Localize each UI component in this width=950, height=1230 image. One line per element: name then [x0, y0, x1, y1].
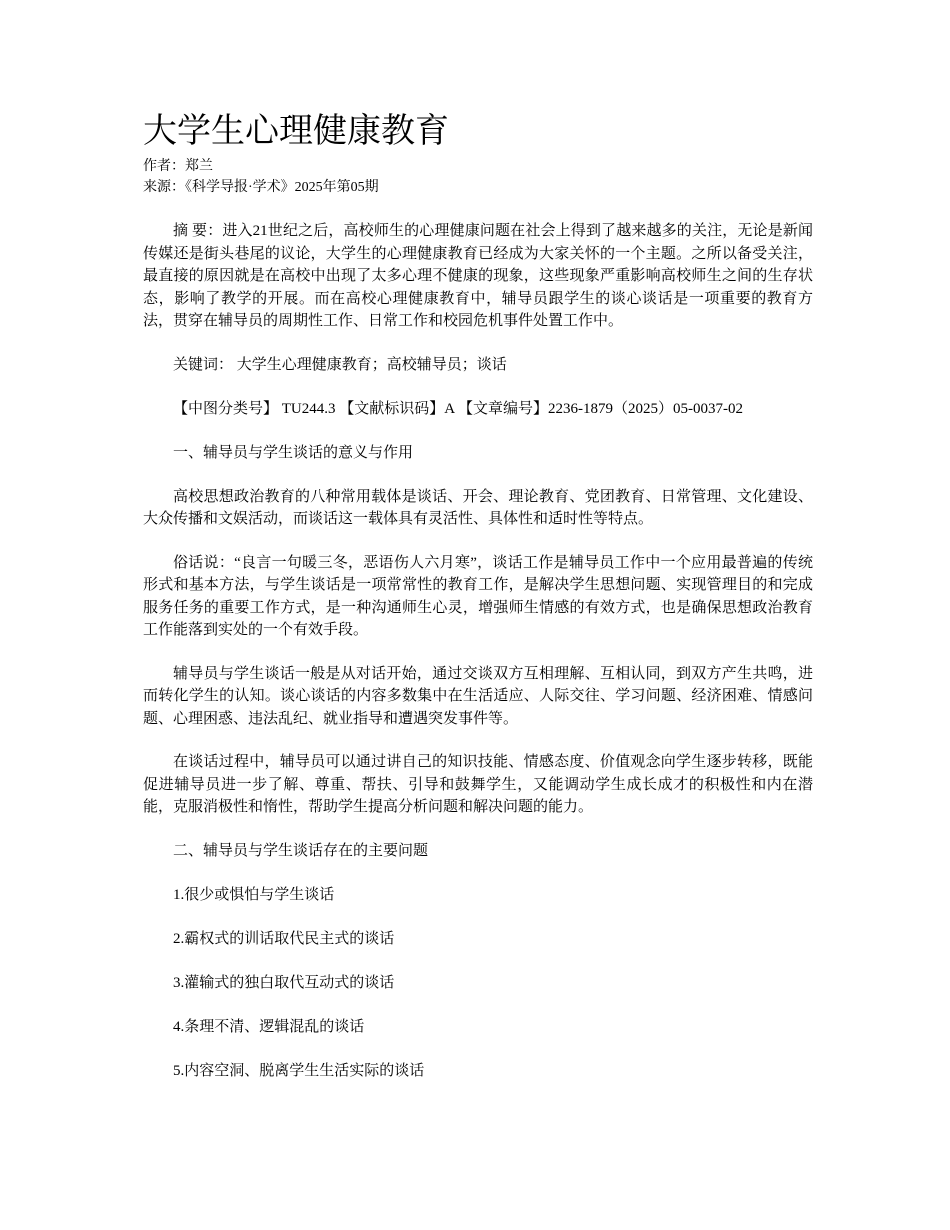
body-paragraph: 辅导员与学生谈话一般是从对话开始，通过交谈双方互相理解、互相认同，到双方产生共鸣，进而转化学生的认知。谈心谈话的内容多数集中在生活适应、人际交往、学习问题、经济困难、情感问题、心理困惑、违法乱纪、就业指导和遭遇突发事件等。: [143, 665, 813, 727]
body-paragraph: 在谈话过程中，辅导员可以通过讲自己的知识技能、情感态度、价值观念向学生逐步转移，既能促进辅导员进一步了解、尊重、帮扶、引导和鼓舞学生，又能调动学生成长成才的积极性和内在潜能，克服消极性和惰性，帮助学生提高分析问题和解决问题的能力。: [143, 754, 813, 815]
article-title: 大学生心理健康教育: [143, 113, 449, 150]
article: [143, 112, 813, 1104]
body-paragraph: 俗话说：“良言一句暖三冬，恶语伤人六月寒”，谈话工作是辅导员工作中一个应用最普遍的传统形式和基本方法，与学生谈话是一项常常性的教育工作，是解决学生思想问题、实现管理目的和完成服务任务的重要工作方式，是一种沟通师生心灵，增强师生情感的有效方式，也是确保思想政治教育工作能落到实处的一个有效手段。: [143, 554, 813, 638]
classification-paragraph: 【中图分类号】 TU244.3 【文献标识码】A 【文章编号】2236-1879（2025）05-0037-02: [173, 400, 743, 417]
list-item: 5.内容空洞、脱离学生生活实际的谈话: [173, 1062, 425, 1079]
section-heading-2: 二、辅导员与学生谈话存在的主要问题: [173, 842, 429, 859]
section-heading-1: 一、辅导员与学生谈话的意义与作用: [173, 444, 414, 461]
list-item: 2.霸权式的训话取代民主式的谈话: [173, 930, 395, 947]
article-source: 来源：《科学导报·学术》2025年第05期: [143, 180, 379, 195]
abstract-paragraph: 摘 要：进入21世纪之后，高校师生的心理健康问题在社会上得到了越来越多的关注，无论是新闻传媒还是街头巷尾的议论，大学生的心理健康教育已经成为大家关怀的一个主题。之所以备受关注，最直接的原因就是在高校中出现了太多心理不健康的现象，这些现象严重影响高校师生之间的生存状态，影响了教学的开展。而在高校心理健康教育中，辅导员跟学生的谈心谈话是一项重要的教育方法，贯穿在辅导员的周期性工作、日常工作和校园危机事件处置工作中。: [143, 223, 813, 329]
article-author: 作者：郑兰: [143, 159, 213, 174]
keywords-paragraph: 关键词： 大学生心理健康教育；高校辅导员；谈话: [173, 356, 507, 373]
body-paragraph: 高校思想政治教育的八种常用载体是谈话、开会、理论教育、党团教育、日常管理、文化建设、大众传播和文娱活动，而谈话这一载体具有灵活性、具体性和适时性等特点。: [143, 488, 813, 527]
list-item: 3.灌输式的独白取代互动式的谈话: [173, 974, 395, 991]
list-item: 4.条理不清、逻辑混乱的谈话: [173, 1018, 365, 1035]
list-item: 1.很少或惧怕与学生谈话: [173, 886, 335, 903]
article-meta: [143, 156, 813, 198]
